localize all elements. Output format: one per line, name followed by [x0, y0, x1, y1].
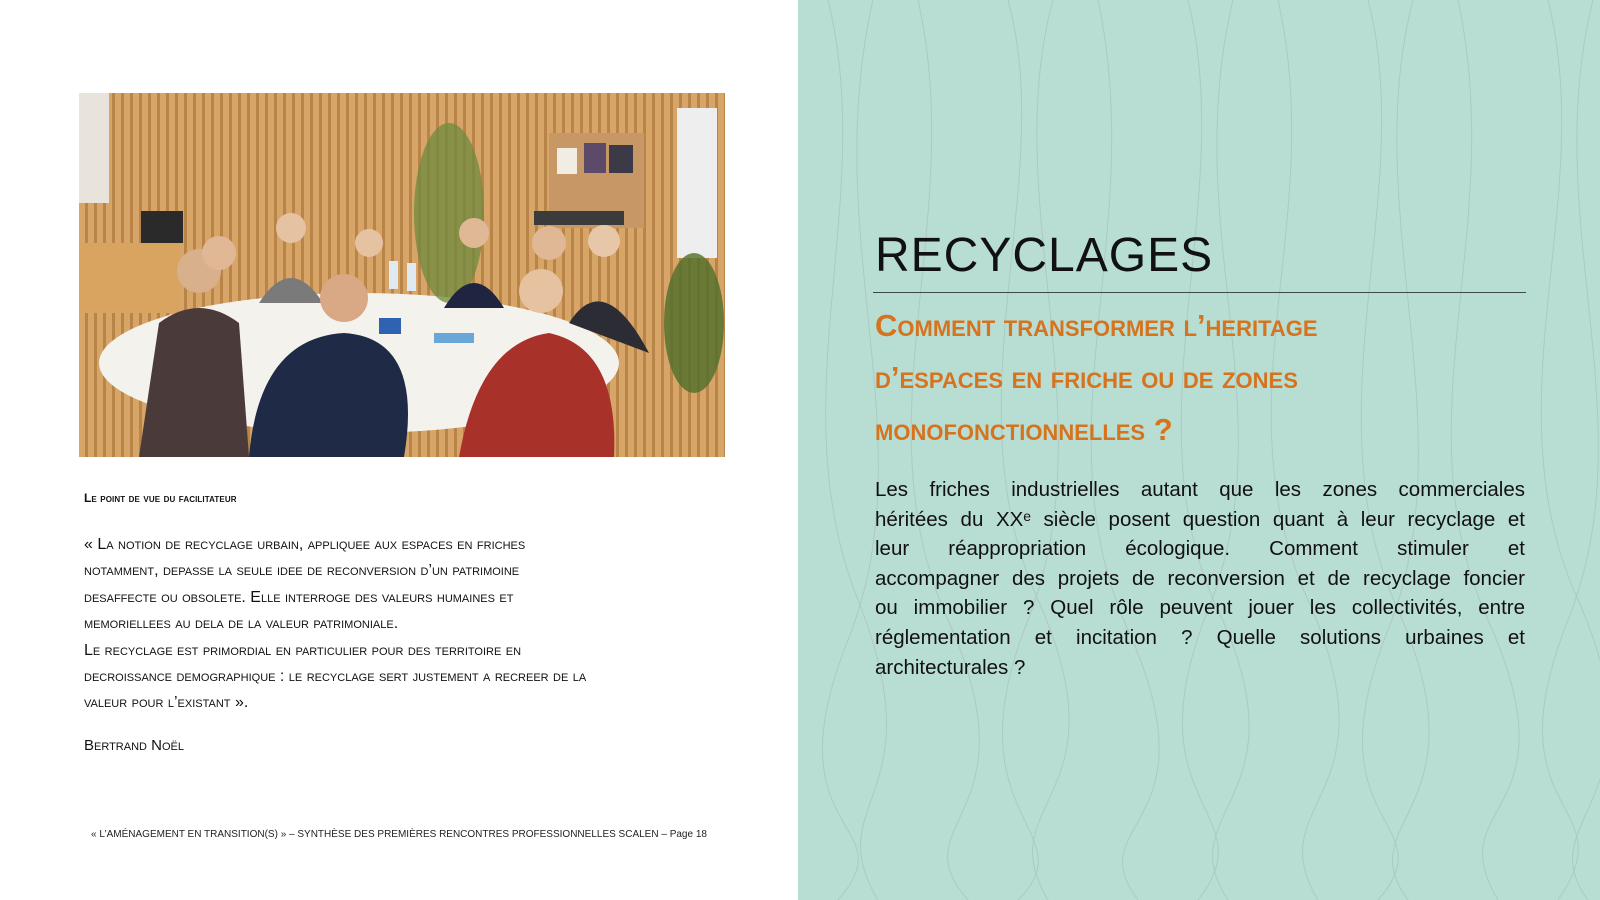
- intro-line: réglementation et incitation ? Quelle solutions urbaines et: [875, 625, 1525, 649]
- section-label: Le point de vue du facilitateur: [84, 491, 237, 505]
- page-footer: « L’AMÉNAGEMENT EN TRANSITION(S) » – SYNTHÈSE DES PREMIÈRES RENCONTRES PROFESSIONNELLES SCALEN – Page 18: [91, 829, 707, 840]
- quote-line: Le recyclage est primordial en particulier pour des territoire en: [84, 641, 522, 659]
- subtitle-line: d’espaces en friche ou de zones: [875, 360, 1298, 395]
- intro-line: héritées du XXᵉ siècle posent question quant à leur recyclage et: [875, 507, 1525, 531]
- subtitle-line: monofonctionnelles ?: [875, 412, 1173, 447]
- quote-line: memoriellees au dela de la valeur patrimoniale.: [84, 615, 399, 633]
- quote-line: notamment, depasse la seule idee de reconversion d’un patrimoine: [84, 562, 520, 580]
- chapter-title: RECYCLAGES: [875, 229, 1214, 282]
- intro-line: accompagner des projets de reconversion et de recyclage foncier: [875, 566, 1525, 590]
- chapter-intro: [875, 475, 1525, 682]
- intro-line: Les friches industrielles autant que les zones commerciales: [875, 478, 1525, 501]
- quote-line: « La notion de recyclage urbain, appliquee aux espaces en friches: [84, 536, 526, 553]
- right-page: [798, 0, 1600, 900]
- quote-line: valeur pour l’existant ».: [84, 694, 249, 712]
- subtitle-line: Comment transformer l’heritage: [875, 308, 1318, 343]
- title-divider: [873, 292, 1526, 293]
- quote-line: decroissance demographique : le recyclage sert justement a recreer de la: [84, 668, 587, 686]
- facilitator-quote: [84, 532, 714, 717]
- intro-line: ou immobilier ? Quel rôle peuvent jouer les collectivités, entre: [875, 596, 1525, 620]
- quote-line: desaffecte ou obsolete. Elle interroge des valeurs humaines et: [84, 588, 514, 606]
- quote-author: Bertrand Noël: [84, 737, 184, 754]
- workshop-photo: [79, 93, 725, 457]
- intro-line: leur réappropriation écologique. Comment stimuler et: [875, 537, 1525, 561]
- chapter-subtitle: [875, 300, 1535, 456]
- workshop-photo-illustration: [79, 93, 725, 457]
- left-page: [0, 0, 798, 900]
- intro-line: architecturales ?: [875, 655, 1026, 679]
